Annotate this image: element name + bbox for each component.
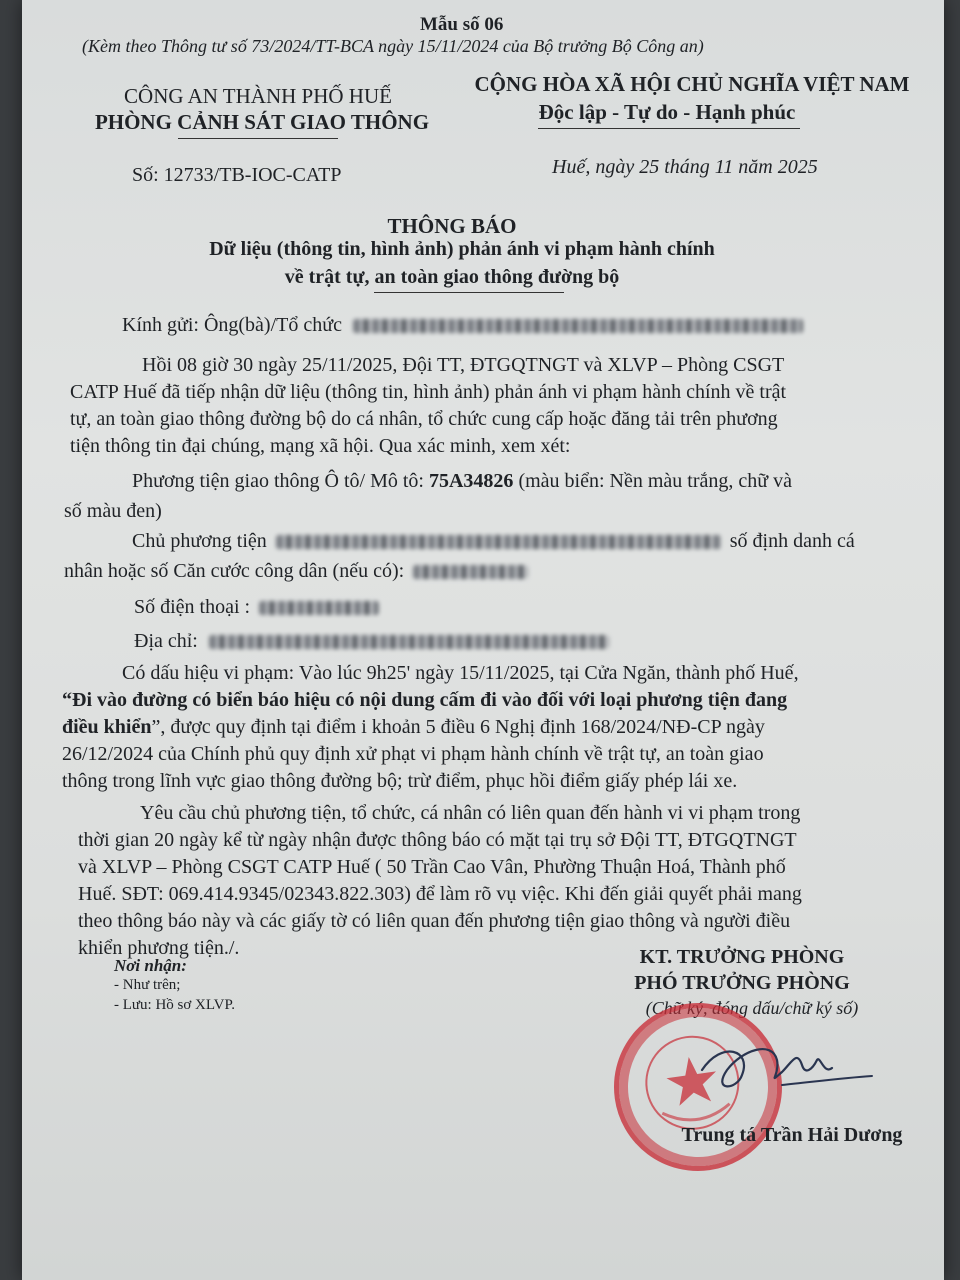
p1-line-4: tiện thông tin đại chúng, mạng xã hội. Qua xác minh, xem xét:	[70, 435, 571, 457]
form-number: Mẫu số 06	[420, 14, 504, 35]
agency-name: PHÒNG CẢNH SÁT GIAO THÔNG	[94, 110, 430, 134]
vehicle-label: Phương tiện giao thông Ô tô/ Mô tô:	[132, 470, 424, 492]
recipient-item: - Như trên;	[114, 977, 181, 993]
redacted-recipient	[353, 319, 803, 333]
document-subtitle-2: về trật tự, an toàn giao thông đường bộ	[284, 266, 620, 288]
signature-note: (Chữ ký, đóng dấu/chữ ký số)	[645, 998, 859, 1018]
recipient-item: - Lưu: Hồ sơ XLVP.	[114, 997, 235, 1013]
title-underline	[374, 292, 564, 293]
signature-title-2: PHÓ TRƯỞNG PHÒNG	[634, 972, 850, 994]
national-title: CỘNG HÒA XÃ HỘI CHỦ NGHĨA VIỆT NAM	[474, 72, 910, 96]
p3-line-3: và XLVP – Phòng CSGT CATP Huế ( 50 Trần Cao Vân, Phường Thuận Hoá, Thành phố	[78, 856, 786, 878]
violation-line-2	[62, 716, 765, 739]
document-title: THÔNG BÁO	[387, 214, 517, 238]
document-page	[22, 0, 944, 1280]
id-line	[64, 560, 528, 583]
phone-line	[134, 596, 379, 619]
redacted-phone	[259, 601, 379, 615]
place-date: Huế, ngày 25 tháng 11 năm 2025	[552, 156, 818, 178]
violation-line-4: thông trong lĩnh vực giao thông đường bộ; trừ điểm, phục hồi điểm giấy phép lái xe.	[62, 770, 738, 792]
p3-line-5: theo thông báo này và các giấy tờ có liên quan đến phương tiện giao thông và người điều	[78, 910, 791, 932]
p1-line-3: tự, an toàn giao thông đường bộ do cá nhân, tổ chức cung cấp hoặc đăng tải trên phương	[70, 408, 778, 430]
p3-line-6: khiển phương tiện./.	[78, 937, 240, 959]
handwritten-signature	[682, 1030, 882, 1110]
greeting-label: Kính gửi: Ông(bà)/Tổ chức	[122, 314, 342, 336]
violation-bold-2: điều khiển	[62, 716, 152, 738]
document-subtitle-1: Dữ liệu (thông tin, hình ảnh) phản ánh vi phạm hành chính	[209, 238, 715, 260]
form-attached-note: (Kèm theo Thông tư số 73/2024/TT-BCA ngày 15/11/2024 của Bộ trưởng Bộ Công an)	[82, 36, 704, 56]
address-label: Địa chỉ:	[134, 630, 198, 652]
p1-line-1: Hồi 08 giờ 30 ngày 25/11/2025, Đội TT, ĐTGQTNGT và XLVP – Phòng CSGT	[142, 354, 785, 376]
address-line	[134, 630, 609, 653]
owner-tail: số định danh cá	[729, 530, 855, 552]
redacted-address	[209, 635, 609, 649]
violation-line-1: Có dấu hiệu vi phạm: Vào lúc 9h25' ngày 15/11/2025, tại Cửa Ngăn, thành phố Huế,	[122, 662, 799, 684]
signature-title-1: KT. TRƯỞNG PHÒNG	[639, 946, 845, 968]
vehicle-line	[132, 470, 792, 493]
national-motto: Độc lập - Tự do - Hạnh phúc	[538, 100, 796, 124]
violation-bold-1: “Đi vào đường có biển báo hiệu có nội dung cấm đi vào đối với loại phương tiện đang	[62, 689, 788, 711]
agency-underline	[178, 138, 338, 139]
plate-description: (màu biển: Nền màu trắng, chữ và	[518, 470, 792, 492]
redacted-owner	[276, 535, 721, 549]
signer-name: Trung tá Trần Hải Dương	[681, 1124, 903, 1146]
p1-line-2: CATP Huế đã tiếp nhận dữ liệu (thông tin, hình ảnh) phản ánh vi phạm hành chính về trật	[70, 381, 787, 403]
greeting	[122, 314, 803, 337]
id-label: nhân hoặc số Căn cước công dân (nếu có):	[64, 560, 405, 582]
phone-label: Số điện thoại :	[134, 596, 251, 618]
p3-line-1: Yêu cầu chủ phương tiện, tổ chức, cá nhân có liên quan đến hành vi vi phạm trong	[140, 802, 801, 824]
owner-line	[132, 530, 855, 553]
violation-rest-2: ”, được quy định tại điểm i khoản 5 điều 6 Nghị định 168/2024/NĐ-CP ngày	[151, 716, 765, 738]
owner-label: Chủ phương tiện	[132, 530, 267, 552]
license-plate: 75A34826	[428, 470, 514, 492]
redacted-id	[413, 565, 528, 579]
plate-description-2: số màu đen)	[64, 500, 162, 522]
p3-line-4: Huế. SĐT: 069.414.9345/02343.822.303) để làm rõ vụ việc. Khi đến giải quyết phải mang	[78, 883, 802, 905]
motto-underline	[538, 128, 800, 129]
agency-parent: CÔNG AN THÀNH PHỐ HUẾ	[124, 84, 392, 108]
p3-line-2: thời gian 20 ngày kể từ ngày nhận được thông báo có mặt tại trụ sở Đội TT, ĐTGQTNGT	[78, 829, 797, 851]
document-number: Số: 12733/TB-IOC-CATP	[132, 164, 342, 186]
violation-line-3: 26/12/2024 của Chính phủ quy định xử phạt vi phạm hành chính về trật tự, an toàn giao	[62, 743, 764, 765]
recipients-label: Nơi nhận:	[114, 956, 187, 975]
